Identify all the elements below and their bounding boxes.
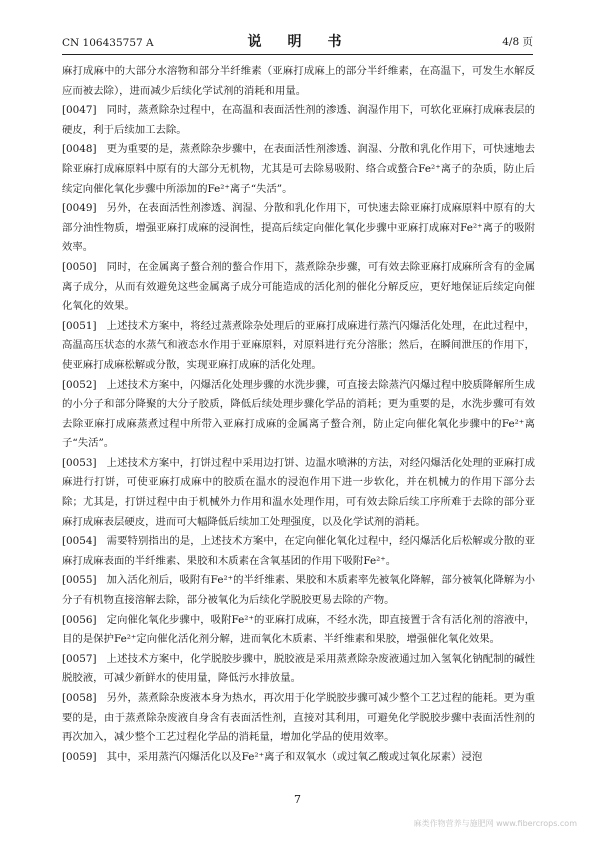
paragraph-text: 另外，蒸煮除杂废液本身为热水，再次用于化学脱胶步骤可减少整个工艺过程的能耗。更为重要的是，由于蒸煮除杂废液自身含有表面活性剂，直接对其利用，可避免化学脱胶步骤中表面活性剂的再次加入，减少整个工艺过程化学品的消耗量，增加化学品的使用效率。 (62, 692, 535, 744)
paragraph-text: 需要特别指出的是，上述技术方案中，在定向催化氧化过程中，经闪爆活化后松解或分散的亚麻打成麻表面的半纤维素、果胶和木质素在含氧基团的作用下吸附Fe²⁺。 (62, 535, 535, 567)
paragraph-number: [0058] (62, 692, 97, 704)
paragraph-0056 (62, 611, 535, 650)
paragraph-text: 麻打成麻中的大部分水溶物和部分半纤维素（亚麻打成麻上的部分半纤维素，在高温下，可发生水解反应而被去除），进而减少后续化学试剂的消耗和用量。 (62, 65, 535, 97)
document-title: 说 明 书 (247, 34, 348, 50)
page-number: 7 (294, 793, 301, 806)
paragraph-0057 (62, 650, 535, 689)
paragraph-0047 (62, 101, 535, 140)
paragraph-text: 更为重要的是，蒸煮除杂步骤中，在表面活性剂渗透、润湿、分散和乳化作用下，可快速地去除亚麻打成麻原料中原有的大部分无机物，尤其是可去除易吸附、络合或螯合Fe²⁺离子的杂质，防止后续定向催化氧化步骤中所添加的Fe²⁺离子“失活”。 (62, 143, 535, 195)
paragraph-0053 (62, 454, 535, 532)
paragraph-0055 (62, 571, 535, 610)
paragraph-number: [0057] (62, 652, 97, 665)
paragraph-number: [0047] (62, 104, 97, 117)
page-indicator: 4/8 页 (502, 36, 533, 48)
paragraph-number: [0053] (62, 456, 97, 469)
paragraph-0059 (62, 748, 535, 768)
paragraph-0058 (62, 689, 535, 748)
paragraph-continuation (62, 62, 535, 101)
paragraph-number: [0049] (62, 202, 97, 215)
paragraph-text: 另外，在表面活性剂渗透、润湿、分散和乳化作用下，可快速去除亚麻打成麻原料中原有的大部分油性物质，增强亚麻打成麻的浸润性，提高后续定向催化氧化步骤中亚麻打成麻对Fe²⁺离子的吸附效率。 (62, 202, 535, 254)
paragraph-text: 同时，蒸煮除杂过程中，在高温和表面活性剂的渗透、润湿作用下，可软化亚麻打成麻表层的硬皮，利于后续加工去除。 (62, 104, 535, 136)
paragraph-0052 (62, 376, 535, 454)
paragraph-number: [0048] (62, 143, 97, 156)
paragraph-0050 (62, 258, 535, 317)
paragraph-number: [0059] (62, 750, 97, 763)
paragraph-text: 上述技术方案中，打饼过程中采用边打饼、边温水喷淋的方法，对经闪爆活化处理的亚麻打成麻进行打饼，可使亚麻打成麻中的胶质在温水的浸泡作用下进一步软化，并在机械力的作用下部分去除；尤其是，打饼过程中由于机械外力作用和温水处理作用，可有效去除后续工序所难于去除的部分亚麻打成麻表层硬皮，进而可大幅降低后续加工处理强度，以及化学试剂的消耗。 (62, 456, 535, 528)
paragraph-text: 其中，采用蒸汽闪爆活化以及Fe²⁺离子和双氧水（或过氧乙酸或过氧化尿素）浸泡 (106, 750, 483, 763)
paragraph-text: 加入活化剂后，吸附有Fe²⁺的半纤维素、果胶和木质素率先被氧化降解，部分被氧化降解为小分子有机物直接溶解去除，部分被氧化为后续化学脱胶更易去除的产物。 (62, 574, 535, 607)
paragraph-number: [0054] (62, 535, 97, 548)
paragraph-text: 上述技术方案中，将经过蒸煮除杂处理后的亚麻打成麻进行蒸汽闪爆活化处理，在此过程中，高温高压状态的水蒸气和液态水作用于亚麻原料，对原料进行充分溶胀；然后，在瞬间泄压的作用下，使亚麻打成麻松解或分散，实现亚麻打成麻的活化处理。 (62, 319, 535, 371)
document-body (62, 62, 535, 767)
paragraph-0049 (62, 199, 535, 258)
paragraph-number: [0050] (62, 260, 97, 273)
paragraph-text: 上述技术方案中，化学脱胶步骤中，脱胶液是采用蒸煮除杂废液通过加入氢氧化钠配制的碱性脱胶液，可减少新鲜水的使用量，降低污水排放量。 (62, 652, 535, 685)
paragraph-number: [0051] (62, 319, 97, 332)
site-watermark: 麻类作物营养与施肥网 www.fibercrops.com (413, 819, 577, 828)
paragraph-text: 上述技术方案中，闪爆活化处理步骤的水洗步骤，可直接去除蒸汽闪爆过程中胶质降解所生成的小分子和部分降聚的大分子胶质，降低后续处理步骤化学品的消耗；更为重要的是，水洗步骤可有效去除亚麻打成麻蒸煮过程中所带入亚麻打成麻的金属离子螯合剂，防止定向催化氧化步骤中的Fe²⁺离子“失活”。 (62, 378, 535, 450)
paragraph-0054 (62, 532, 535, 571)
paragraph-0048 (62, 140, 535, 199)
paragraph-number: [0056] (62, 613, 97, 626)
paragraph-number: [0052] (62, 378, 97, 391)
patent-number: CN 106435757 A (62, 37, 154, 49)
paragraph-0051 (62, 317, 535, 376)
paragraph-text: 定向催化氧化步骤中，吸附Fe²⁺的亚麻打成麻，不经水洗，即直接置于含有活化剂的溶液中，目的是保护Fe²⁺定向催化活化剂分解，进而氧化木质素、半纤维素和果胶，增强催化氧化效果。 (62, 613, 535, 646)
paragraph-number: [0055] (62, 574, 97, 587)
page-header (62, 34, 533, 55)
paragraph-text: 同时，在金属离子螯合剂的螯合作用下，蒸煮除杂步骤，可有效去除亚麻打成麻所含有的金属离子成分，从而有效避免这些金属离子成分可能造成的活化剂的催化分解反应，更好地保证后续定向催化氧化的效果。 (62, 260, 535, 313)
